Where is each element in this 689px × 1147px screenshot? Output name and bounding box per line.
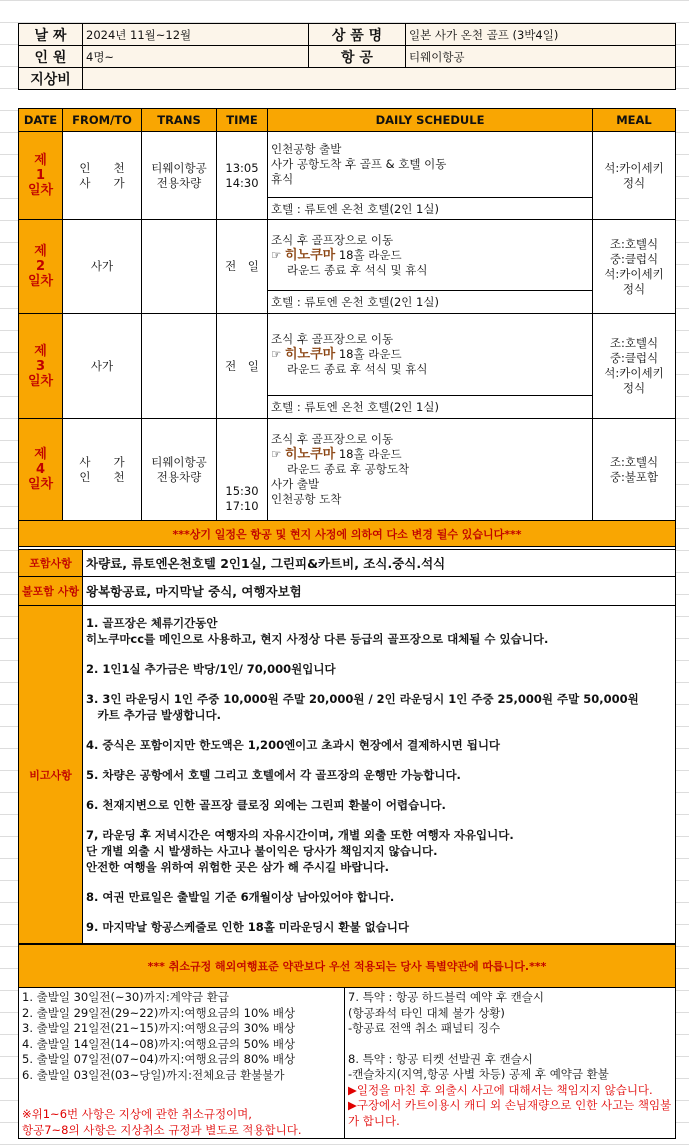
cancel-special: -캔슬차지(지역,항공 사별 차등) 공제 후 예약금 환불 bbox=[348, 1067, 609, 1081]
hotel: 호텔 : 류토엔 온천 호텔(2인 1실) bbox=[268, 291, 593, 314]
schedule-line: 휴식 bbox=[271, 172, 294, 186]
product-label: 상 품 명 bbox=[309, 24, 406, 46]
cancel-rule: 5. 출발일 07일전(07~04)까지:여행요금의 80% 배상 bbox=[22, 1052, 296, 1066]
schedule-table bbox=[18, 108, 676, 521]
day-row bbox=[19, 419, 676, 521]
spacer bbox=[22, 1083, 341, 1107]
remark-line: 2. 1인1실 추가금은 박당/1인/ 70,000원입니다 bbox=[86, 661, 336, 676]
remark-line: 1. 골프장은 체류기간동안 bbox=[86, 615, 218, 630]
remarks-list bbox=[83, 606, 676, 944]
golf-icon: ☞ bbox=[271, 247, 285, 262]
remark-line bbox=[86, 753, 672, 767]
day-label-line: 4 bbox=[35, 462, 46, 477]
golf-icon: ☞ bbox=[271, 347, 285, 361]
day-label-line: 3 bbox=[35, 358, 46, 374]
schedule bbox=[268, 220, 593, 291]
remark-line bbox=[86, 905, 672, 919]
remark-line bbox=[86, 723, 672, 737]
people-value: 4명~ bbox=[83, 46, 309, 68]
meal-line: 조:호텔식 bbox=[609, 454, 659, 469]
day-label bbox=[19, 419, 63, 521]
land-cost-value bbox=[83, 68, 676, 90]
time-line: 15:30 bbox=[225, 484, 259, 498]
header-trans: TRANS bbox=[142, 109, 217, 132]
time bbox=[217, 132, 268, 220]
round-text: 18홀 라운드 bbox=[338, 447, 402, 461]
day-row bbox=[19, 220, 676, 291]
meal-line: 정식 bbox=[622, 175, 646, 190]
schedule bbox=[268, 314, 593, 396]
cancel-note: 항공7~8의 사항은 지상취소 규정과 별도로 적용합니다. bbox=[22, 1122, 302, 1137]
meal bbox=[593, 132, 676, 220]
included-label: 포함사항 bbox=[19, 550, 83, 577]
day-label-line: 제 bbox=[34, 343, 47, 359]
disclaimer: ▶일정을 마친 후 외출시 사고에 대해서는 책임지지 않습니다. bbox=[348, 1082, 653, 1097]
from-to-line: 인 천 bbox=[79, 469, 125, 484]
time-line: 전 일 bbox=[225, 358, 259, 373]
meal bbox=[593, 314, 676, 419]
conditions-table bbox=[18, 520, 676, 944]
hotel: 호텔 : 류토엔 온천 호텔(2인 1실) bbox=[268, 396, 593, 419]
cancel-rule: 2. 출발일 29일전(29~22)까지:여행요금의 10% 배상 bbox=[22, 1005, 296, 1020]
day-label bbox=[19, 220, 63, 314]
meal bbox=[593, 419, 676, 521]
cancel-right bbox=[345, 988, 676, 1139]
from-to bbox=[63, 419, 142, 521]
remark-line: 9. 마지막날 항공스케줄로 인한 18홀 미라운딩시 환불 없습니다 bbox=[86, 919, 410, 934]
land-cost-label: 지상비 bbox=[19, 68, 83, 90]
meal-line: 중:클럽식 bbox=[609, 251, 659, 266]
course-name: 히노쿠마 bbox=[284, 447, 336, 462]
day-label-line: 제 bbox=[34, 153, 47, 168]
day-row bbox=[19, 314, 676, 396]
transport-line: 티웨이항공 bbox=[151, 454, 207, 469]
meal bbox=[593, 220, 676, 314]
round-text: 18홀 라운드 bbox=[338, 247, 402, 262]
cancel-note: ※위1~6번 사항은 지상에 관한 취소규정이며, bbox=[22, 1107, 252, 1121]
header-date: DATE bbox=[19, 109, 63, 132]
remark-line bbox=[86, 783, 672, 797]
remark-line: 히노쿠마cc를 메인으로 사용하고, 현지 사정상 다른 등급의 골프장으로 대체될 수 있습니다. bbox=[86, 631, 549, 646]
transport-line: 전용차량 bbox=[156, 469, 202, 484]
day-label bbox=[19, 314, 63, 419]
day-label-line: 제 bbox=[34, 447, 47, 462]
time-line: 전 일 bbox=[225, 259, 259, 273]
remark-line: 8. 여권 만료일은 출발일 기준 6개월이상 남아있어야 합니다. bbox=[86, 889, 395, 904]
after-round: 라운드 종료 후 석식 및 휴식 bbox=[287, 362, 428, 376]
schedule-notice: ***상기 일정은 항공 및 현지 사정에 의하여 다소 변경 될수 있습니다*** bbox=[19, 521, 676, 547]
cancel-special: (항공좌석 타인 대체 불가 상황) bbox=[348, 1005, 505, 1020]
cancel-rule: 6. 출발일 03일전(03~당일)까지:전체요금 환불불가 bbox=[22, 1067, 285, 1082]
cancel-special: 8. 특약 : 항공 티켓 선발권 후 캔슬시 bbox=[348, 1051, 533, 1066]
remark-line: 안전한 여행을 위하여 위험한 곳은 삼가 해 주시길 바랍니다. bbox=[86, 859, 390, 874]
remark-line: 7, 라운딩 후 저녁시간은 여행자의 자유시간이며, 개별 외출 또한 여행자 자유입니다. bbox=[86, 827, 514, 842]
meal-line: 석:카이세키 bbox=[604, 266, 664, 281]
day-label-line: 1 bbox=[35, 168, 46, 183]
remark-line: 카트 추가금 발생합니다. bbox=[86, 707, 221, 722]
cancel-table bbox=[18, 944, 676, 1139]
cancel-special bbox=[348, 1037, 672, 1052]
course-name: 히노쿠마 bbox=[284, 347, 336, 362]
product-value: 일본 사가 온천 골프 (3박4일) bbox=[406, 24, 676, 46]
golf-line bbox=[271, 347, 589, 362]
header-meal: MEAL bbox=[593, 109, 676, 132]
transport bbox=[142, 314, 217, 419]
time-line: 14:30 bbox=[225, 175, 259, 190]
date-label: 날 짜 bbox=[19, 24, 83, 46]
time bbox=[217, 419, 268, 521]
time bbox=[217, 220, 268, 314]
excluded-label: 불포함 사항 bbox=[19, 577, 83, 606]
hotel: 호텔 : 류토엔 온천 호텔(2인 1실) bbox=[268, 198, 593, 220]
included-value: 차량료, 류토엔온천호텔 2인1실, 그린피&카트비, 조식.중식.석식 bbox=[83, 550, 676, 577]
cancel-title: *** 취소규정 해외여행표준 약관보다 우선 적용되는 당사 특별약관에 따릅니다.*** bbox=[19, 945, 676, 988]
remark-line: 6. 천재지변으로 인한 골프장 클로징 외에는 그린피 환불이 어렵습니다. bbox=[86, 797, 446, 812]
meal-line: 석:카이세키 bbox=[604, 366, 664, 380]
meal-line: 정식 bbox=[622, 381, 646, 395]
round-text: 18홀 라운드 bbox=[338, 347, 402, 361]
golf-icon: ☞ bbox=[271, 447, 285, 461]
remark-line bbox=[86, 677, 672, 691]
golf-line bbox=[271, 447, 589, 462]
day-row bbox=[19, 132, 676, 198]
schedule-line: 인천공항 출발 bbox=[271, 142, 342, 156]
transport bbox=[142, 220, 217, 314]
time bbox=[217, 314, 268, 419]
day-label-line: 일차 bbox=[27, 373, 54, 389]
meal-line: 중:불포함 bbox=[609, 469, 659, 484]
golf-line bbox=[271, 248, 589, 263]
day-label-line: 일차 bbox=[27, 183, 54, 198]
remark-line bbox=[86, 813, 672, 827]
from-to-line: 사가 bbox=[90, 358, 114, 373]
schedule bbox=[268, 132, 593, 198]
meal-line: 조:호텔식 bbox=[609, 236, 659, 251]
header-daily-schedule: DAILY SCHEDULE bbox=[268, 109, 593, 132]
time-line: 13:05 bbox=[225, 160, 259, 175]
date-value: 2024년 11월~12월 bbox=[83, 24, 309, 46]
meal-line: 중:클럽식 bbox=[609, 351, 659, 365]
meal-line: 정식 bbox=[622, 281, 646, 296]
time-line: 17:10 bbox=[225, 499, 259, 513]
remark-line: 4. 중식은 포함이지만 한도액은 1,200엔이고 초과시 현장에서 결제하시면 됩니다 bbox=[86, 737, 501, 752]
from-to bbox=[63, 314, 142, 419]
header-from-to: FROM/TO bbox=[63, 109, 142, 132]
from-to-line: 사가 bbox=[90, 259, 114, 273]
transport-line: 티웨이항공 bbox=[151, 160, 207, 175]
schedule-line: 조식 후 골프장으로 이동 bbox=[271, 332, 394, 346]
from-to bbox=[63, 132, 142, 220]
transport bbox=[142, 419, 217, 521]
cancel-rule: 1. 출발일 30일전(~30)까지:계약금 환급 bbox=[22, 990, 229, 1004]
airline-label: 항 공 bbox=[309, 46, 406, 68]
meal-line: 조:호텔식 bbox=[609, 336, 659, 350]
remark-line bbox=[86, 875, 672, 889]
meal-line: 석:카이세키 bbox=[604, 160, 664, 175]
schedule bbox=[268, 419, 593, 521]
remark-line bbox=[86, 647, 672, 661]
cancel-left bbox=[19, 988, 345, 1139]
cancel-special: -항공료 전액 취소 패널티 징수 bbox=[348, 1021, 501, 1035]
remarks-label: 비고사항 bbox=[19, 606, 83, 944]
cancel-rule: 4. 출발일 14일전(14~08)까지:여행요금의 50% 배상 bbox=[22, 1036, 296, 1051]
from-to-line: 사 가 bbox=[79, 175, 125, 190]
header-time: TIME bbox=[217, 109, 268, 132]
schedule-line: 사가 공항도착 후 골프 & 호텔 이동 bbox=[271, 157, 447, 171]
airline-value: 티웨이항공 bbox=[406, 46, 676, 68]
info-table bbox=[18, 23, 676, 90]
after-round: 라운드 종료 후 공항도착 bbox=[287, 462, 410, 476]
schedule-line: 인천공항 도착 bbox=[271, 492, 342, 506]
remark-line: 3. 3인 라운딩시 1인 주중 10,000원 주말 20,000원 / 2인 라운딩시 1인 주중 25,000원 주말 50,000원 bbox=[86, 691, 639, 706]
day-label bbox=[19, 132, 63, 220]
remark-line: 단 개별 외출 시 발생하는 사고나 불이익은 당사가 책임지지 않습니다. bbox=[86, 843, 438, 858]
from-to-line: 사 가 bbox=[79, 454, 125, 469]
from-to-line: 인 천 bbox=[79, 160, 125, 175]
schedule-line: 조식 후 골프장으로 이동 bbox=[271, 432, 394, 446]
from-to bbox=[63, 220, 142, 314]
day-label-line: 제 bbox=[34, 244, 47, 259]
people-label: 인 원 bbox=[19, 46, 83, 68]
day-label-line: 일차 bbox=[27, 477, 54, 492]
cancel-special: 7. 특약 : 항공 하드블럭 예약 후 캔슬시 bbox=[348, 990, 544, 1004]
cancel-rule: 3. 출발일 21일전(21~15)까지:여행요금의 30% 배상 bbox=[22, 1021, 296, 1035]
course-name: 히노쿠마 bbox=[284, 247, 336, 263]
schedule-line: 조식 후 골프장으로 이동 bbox=[271, 232, 394, 247]
transport bbox=[142, 132, 217, 220]
day-label-line: 2 bbox=[35, 259, 46, 274]
schedule-line: 사가 출발 bbox=[271, 477, 320, 491]
day-label-line: 일차 bbox=[27, 274, 54, 289]
transport-line: 전용차량 bbox=[156, 175, 202, 190]
remark-line: 5. 차량은 공항에서 호텔 그리고 호텔에서 각 골프장의 운행만 가능합니다. bbox=[86, 767, 461, 782]
excluded-value: 왕복항공료, 마지막날 중식, 여행자보험 bbox=[83, 577, 676, 606]
after-round: 라운드 종료 후 석식 및 휴식 bbox=[287, 262, 428, 277]
disclaimer: ▶구장에서 카트이용시 캐디 외 손님재량으로 인한 사고는 책임불가 합니다. bbox=[348, 1098, 672, 1128]
